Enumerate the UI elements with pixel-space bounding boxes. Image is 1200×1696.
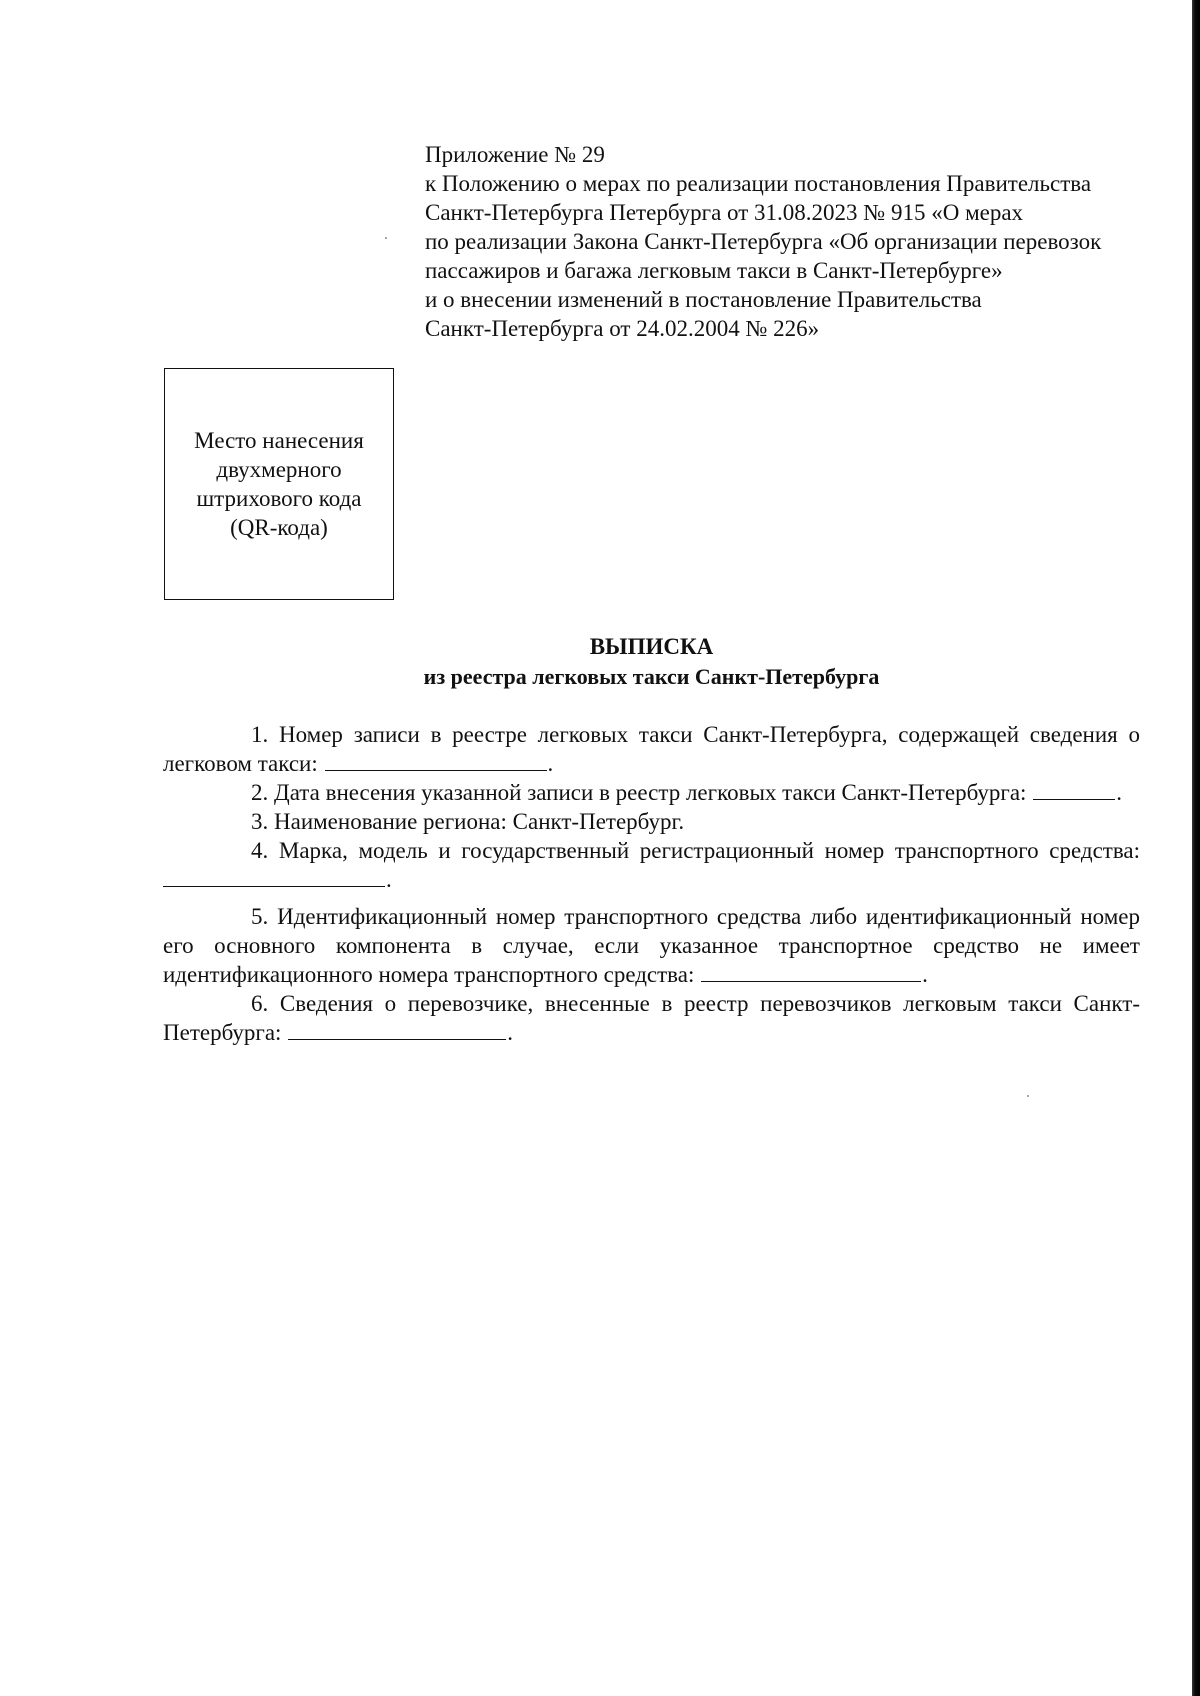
item-text: 6. Сведения о перевозчике, внесенные в реестр перевозчиков легковым такси Санкт-Петербурга: (163, 991, 1140, 1045)
item-4-blank-row (163, 865, 1140, 894)
appendix-line: пассажиров и багажа легковым такси в Санкт-Петербурге» (425, 258, 1003, 283)
qr-placeholder-line: (QR-кода) (230, 515, 328, 540)
blank-field (288, 1021, 506, 1040)
scan-speck (385, 237, 387, 239)
appendix-line: по реализации Закона Санкт-Петербурга «Об организации перевозок (425, 229, 1102, 254)
item-1 (163, 720, 1140, 778)
document-title: ВЫПИСКА (589, 634, 714, 659)
appendix-line: Санкт-Петербурга от 24.02.2004 № 226» (425, 316, 820, 341)
qr-placeholder-line: штрихового кода (196, 486, 362, 511)
item-suffix: . (507, 1020, 513, 1045)
item-suffix: . (386, 867, 392, 892)
appendix-line: Приложение № 29 (425, 142, 605, 167)
document-body (163, 720, 1140, 1047)
scan-speck (1027, 1095, 1029, 1097)
appendix-line: к Положению о мерах по реализации постановления Правительства (425, 171, 1092, 196)
item-text: 5. Идентификационный номер транспортного средства либо идентификационный номер его основного компонента в случае, если указанное транспортное средство не имеет идентификационного номера транспортного средства: (163, 904, 1140, 987)
item-text: 4. Марка, модель и государственный регистрационный номер транспортного средства: (251, 838, 1140, 863)
scan-edge (1192, 0, 1200, 1696)
blank-field (1033, 781, 1115, 800)
item-4 (163, 836, 1140, 865)
item-suffix: . (922, 962, 928, 987)
item-2 (163, 778, 1140, 807)
item-text: 2. Дата внесения указанной записи в реестр легковых такси Санкт-Петербурга: (251, 780, 1027, 805)
item-3 (163, 807, 1140, 836)
appendix-header (425, 140, 1145, 343)
blank-field (325, 752, 547, 771)
item-text: 1. Номер записи в реестре легковых такси Санкт-Петербурга, содержащей сведения о легковом такси: (163, 722, 1140, 776)
item-suffix: . (547, 751, 554, 776)
qr-code-placeholder (164, 368, 394, 600)
qr-placeholder-line: двухмерного (216, 457, 342, 482)
blank-field (163, 868, 385, 887)
item-suffix: . (1116, 780, 1122, 805)
item-6 (163, 989, 1140, 1047)
appendix-line: Санкт-Петербурга Петербурга от 31.08.2023 № 915 «О мерах (425, 200, 1024, 225)
qr-placeholder-text (194, 426, 364, 542)
item-5 (163, 902, 1140, 989)
item-text: 3. Наименование региона: Санкт-Петербург. (251, 809, 685, 834)
qr-placeholder-line: Место нанесения (194, 428, 364, 453)
appendix-line: и о внесении изменений в постановление Правительства (425, 287, 982, 312)
blank-field (701, 963, 921, 982)
document-subtitle: из реестра легковых такси Санкт-Петербурга (423, 664, 880, 689)
